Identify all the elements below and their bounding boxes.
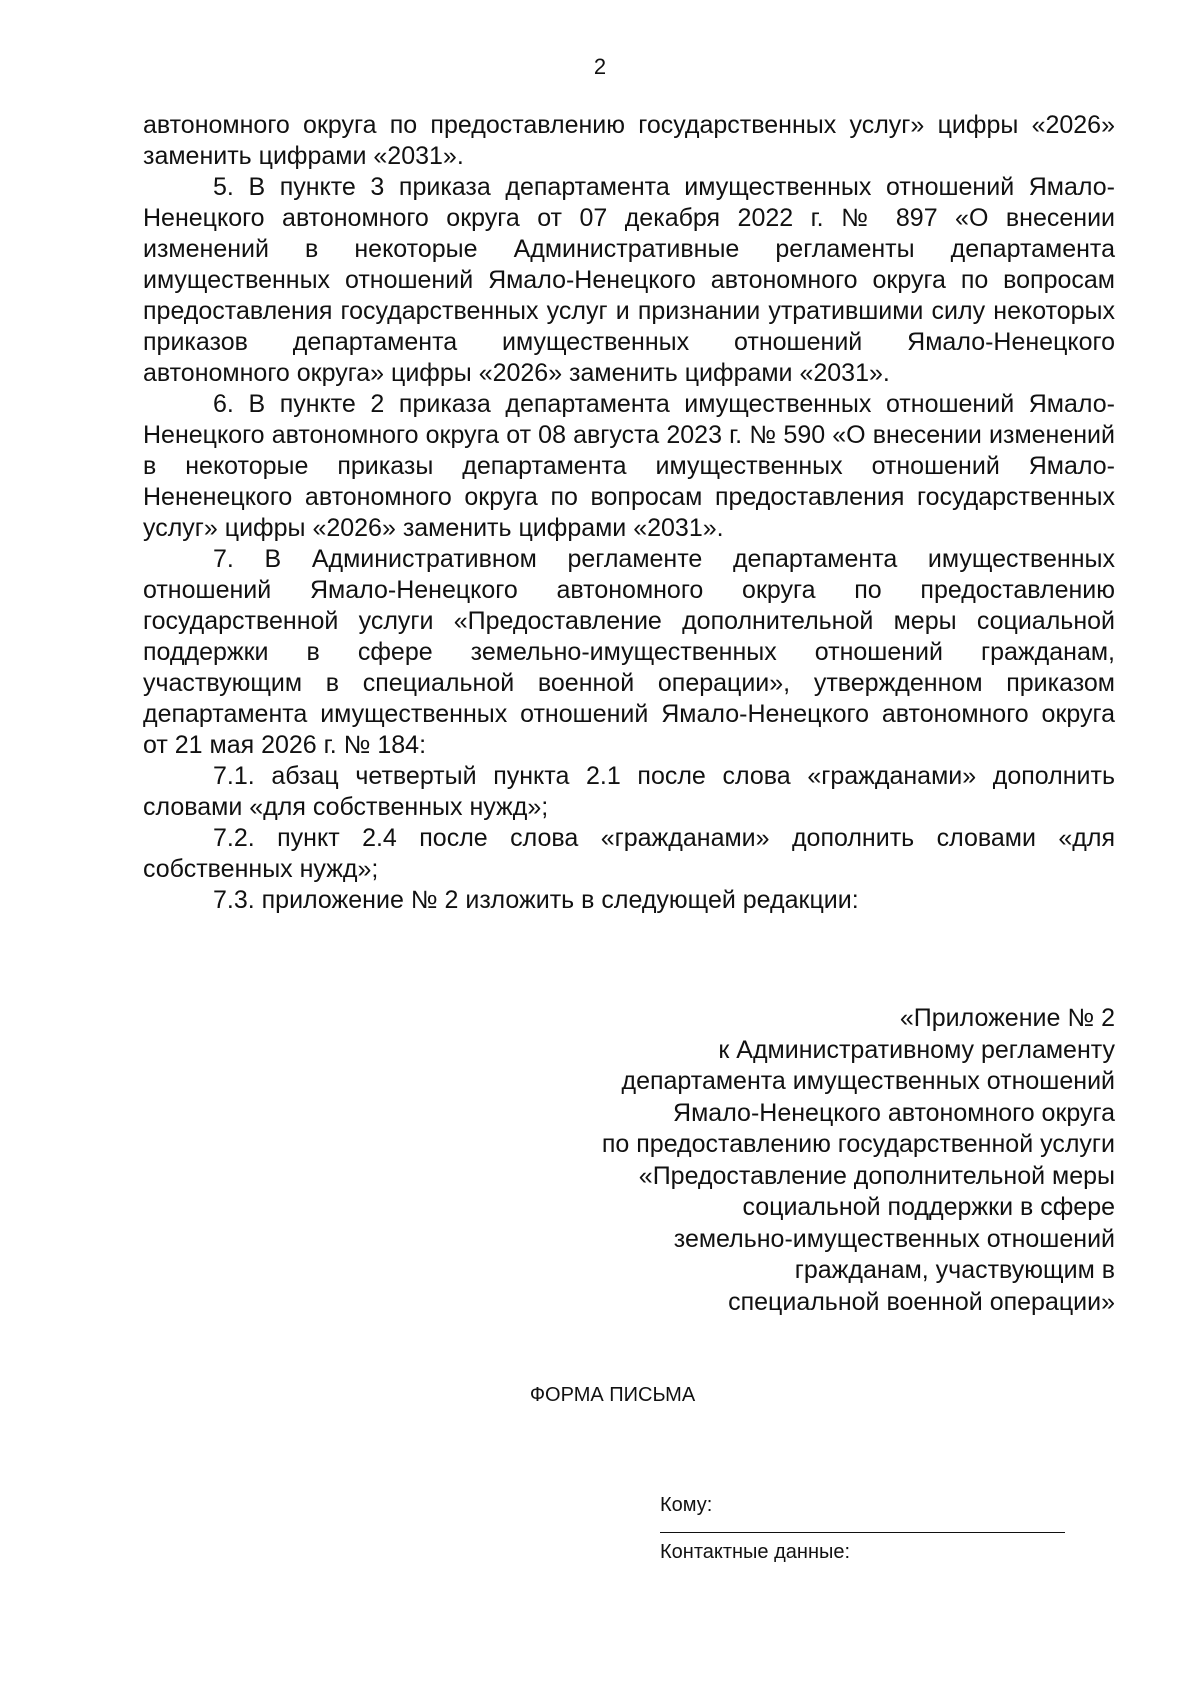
recipient-line	[660, 1532, 1065, 1533]
appendix-line: специальной военной операции»	[728, 1287, 1115, 1316]
appendix-line: по предоставлению государственной услуги	[601, 1130, 1115, 1158]
appendix-line: земельно-имущественных отношений	[673, 1224, 1115, 1253]
paragraph-item-7-3: 7.3. приложение № 2 изложить в следующей редакции:	[213, 886, 859, 914]
paragraph-item-7: 7. В Административном регламенте департамента имущественных отношений Ямало-Ненецкого автономного округа по предоставлению государственной услуги «Предоставление дополнительной меры социальной поддержки в сфере земельно-имущественных отношений гражданам, участвующим в специальной военной операции», утвержденном приказом департамента имущественных отношений Ямало-Ненецкого автономного округа от 21 мая 2026 г. № 184:	[143, 545, 1115, 759]
form-title: ФОРМА ПИСЬМА	[529, 1384, 696, 1406]
appendix-line: Ямало-Ненецкого автономного округа	[673, 1098, 1115, 1127]
document-body	[143, 110, 1115, 916]
appendix-line: «Приложение № 2	[899, 1004, 1115, 1032]
contact-label: Контактные данные:	[660, 1541, 851, 1563]
appendix-line: департамента имущественных отношений	[621, 1067, 1115, 1095]
appendix-line: к Административному регламенту	[718, 1035, 1115, 1064]
paragraph-item-7-2: 7.2. пункт 2.4 после слова «гражданами» дополнить словами «для собственных нужд»;	[143, 824, 1115, 883]
appendix-line: социальной поддержки в сфере	[742, 1193, 1115, 1221]
appendix-line: гражданам, участвующим в	[794, 1256, 1115, 1284]
appendix-header	[415, 1003, 1115, 1318]
page-number: 2	[593, 54, 607, 79]
appendix-line: «Предоставление дополнительной меры	[638, 1161, 1115, 1190]
paragraph-item-7-1: 7.1. абзац четвертый пункта 2.1 после слова «гражданами» дополнить словами «для собственных нужд»;	[143, 762, 1115, 821]
paragraph-continuation: автономного округа по предоставлению государственных услуг» цифры «2026» заменить цифрами «2031».	[143, 111, 1115, 170]
paragraph-item-5: 5. В пункте 3 приказа департамента имущественных отношений Ямало-Ненецкого автономного округа от 07 декабря 2022 г. № 897 «О внесении изменений в некоторые Административные регламенты департамента имущественных отношений Ямало-Ненецкого автономного округа по вопросам предоставления государственных услуг и признании утратившими силу некоторых приказов департамента имущественных отношений Ямало-Ненецкого автономного округа» цифры «2026» заменить цифрами «2031».	[143, 173, 1115, 387]
recipient-label: Кому:	[660, 1494, 713, 1516]
paragraph-item-6: 6. В пункте 2 приказа департамента имущественных отношений Ямало-Ненецкого автономного округа от 08 августа 2023 г. № 590 «О внесении изменений в некоторые приказы департамента имущественных отношений Ямало-Нененецкого автономного округа по вопросам предоставления государственных услуг» цифры «2026» заменить цифрами «2031».	[143, 390, 1115, 542]
